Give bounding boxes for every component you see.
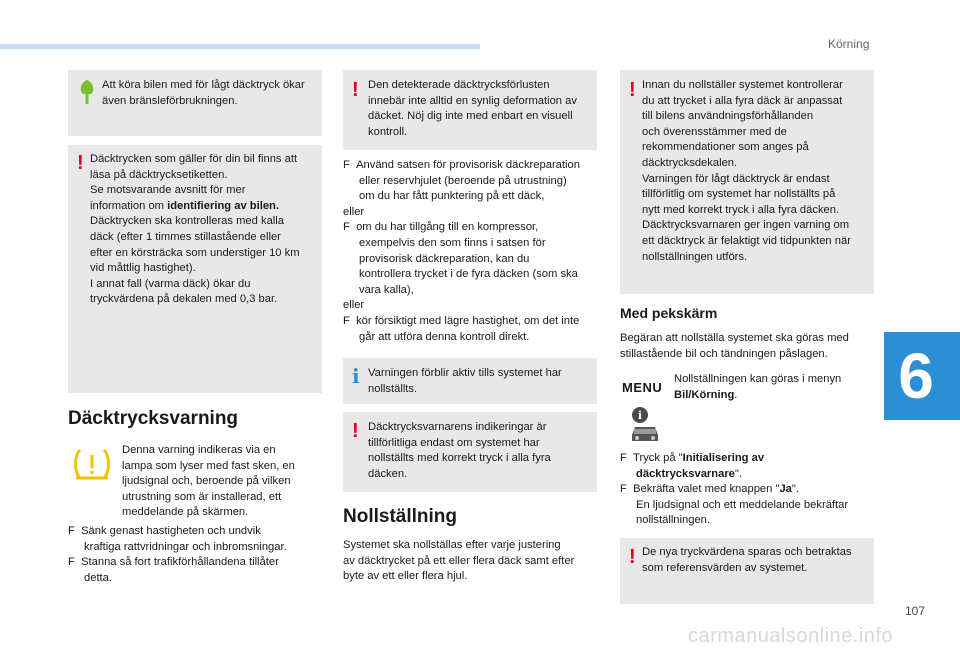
tire-pressure-warning-text: Däcktrycken som gäller för din bil finns att läsa på däcktrycksetiketten. Se motsvarande avsnitt för mer information om identifiering av bilen. Däcktrycken ska kontrolleras med kalla däck (efter 1 timmes stillastående eller efter en körsträcka som understiger 10 km vid måttlig hastighet). I annat fall (varma däck) ökar du tryckvärdena på dekalen med 0,3 bar. bbox=[90, 153, 300, 306]
list-item: F kör försiktigt med lägre hastighet, om det inte bbox=[343, 314, 580, 327]
heading-reset: Nollställning bbox=[343, 506, 457, 527]
touchscreen-paragraph: Begäran att nollställa systemet ska göras med stillastående bil och tändningen påslagen. bbox=[620, 332, 849, 360]
page-number: 107 bbox=[905, 604, 926, 618]
eco-leaf-icon bbox=[77, 79, 97, 105]
warning-description: Denna varning indikeras via en lampa som lyser med fast sken, en ljudsignal och, beroende på vilken utrustning som är installerad, ett meddelande på skärmen. bbox=[122, 444, 295, 519]
warning-exclamation-icon: ! bbox=[352, 79, 359, 101]
info-icon: i bbox=[352, 364, 360, 388]
heading-tire-pressure-warning: Däcktrycksvarning bbox=[68, 408, 239, 429]
list-item: F om du har tillgång till en kompressor, bbox=[343, 221, 539, 234]
tire-warning-lamp-icon bbox=[72, 446, 112, 482]
svg-text:i: i bbox=[637, 409, 643, 422]
menu-path-text: Nollställningen kan göras i menyn Bil/Körning. bbox=[674, 373, 842, 401]
vehicle-info-icon bbox=[628, 405, 662, 445]
section-title: Körning bbox=[828, 37, 870, 51]
watermark: carmanualsonline.info bbox=[688, 625, 894, 647]
warning-exclamation-icon: ! bbox=[77, 152, 84, 174]
list-item: F Bekräfta valet med knappen "Ja". bbox=[620, 483, 799, 496]
heading-touchscreen: Med pekskärm bbox=[620, 305, 718, 321]
action-list: F Sänk genast hastigheten och undvik kraftiga rattvridningar och inbromsningar. F Stanna så fort trafikförhållandena tillåter detta. bbox=[68, 525, 287, 584]
touchscreen-steps: F Tryck på "Initialisering av däcktrycksvarnare". F Bekräfta valet med knappen "Ja". En ljudsignal och ett meddelande bekräftar nollställningen. bbox=[620, 452, 849, 527]
warning-exclamation-icon: ! bbox=[629, 546, 636, 568]
repair-steps: F Använd satsen för provisorisk däckreparation eller reservhjulet (beroende på utrustning) om du har fått punktering på ett däck, eller F om du har tillgång till en kompressor, exempelvis den som finns i satsen för provisorisk däckreparation, kan du kontrollera trycket i de fyra däcken (som ska vara kalla), eller F kör försiktigt med lägre hastighet, om det inte går att utföra denna kontroll direkt. bbox=[343, 159, 580, 343]
before-reset-warning-text: Innan du nollställer systemet kontrollerar du att trycket i alla fyra däck är anpassat till bilens användningsförhållanden och överensstämmer med de rekommendationer som anges på däcktrycksdekalen. Varningen för lågt däcktryck är endast tillförlitlig om systemet har nollställts på nytt med korrekt tryck i alla fyra däcken. Däcktrycksvarnaren ger ingen varning om ett däcktryck är felaktigt vid tidpunkten när nollställningen utförs. bbox=[642, 79, 851, 263]
info-text: Varningen förblir aktiv tills systemet har nollställts. bbox=[368, 367, 562, 395]
list-item: F Sänk genast hastigheten och undvik bbox=[68, 525, 261, 537]
reliability-warning-text: Däcktrycksvarnarens indikeringar är tillförlitliga endast om systemet har nollställts med korrekt tryck i alla fyra däcken. bbox=[368, 421, 551, 480]
deflation-warning-text: Den detekterade däcktrycksförlusten innebär inte alltid en synlig deformation av däcket. Nöj dig inte med enbart en visuell kontroll. bbox=[368, 79, 577, 138]
chapter-tab: 6 bbox=[884, 332, 960, 420]
list-item: F Stanna så fort trafikförhållandena tillåter bbox=[68, 556, 279, 569]
stored-values-warning-text: De nya tryckvärdena sparas och betraktas som referensvärden av systemet. bbox=[642, 546, 852, 574]
warning-exclamation-icon: ! bbox=[629, 79, 636, 101]
list-item: F Använd satsen för provisorisk däckreparation bbox=[343, 159, 580, 171]
menu-icon: MENU bbox=[622, 380, 663, 395]
list-item: F Tryck på "Initialisering av bbox=[620, 452, 765, 464]
reset-paragraph: Systemet ska nollställas efter varje justering av däcktrycket på ett eller flera däck samt efter byte av ett eller flera hjul. bbox=[343, 539, 575, 583]
eco-note-text: Att köra bilen med för lågt däcktryck ökar även bränsleförbrukningen. bbox=[102, 79, 305, 107]
warning-exclamation-icon: ! bbox=[352, 420, 359, 442]
header-bar bbox=[0, 44, 480, 49]
